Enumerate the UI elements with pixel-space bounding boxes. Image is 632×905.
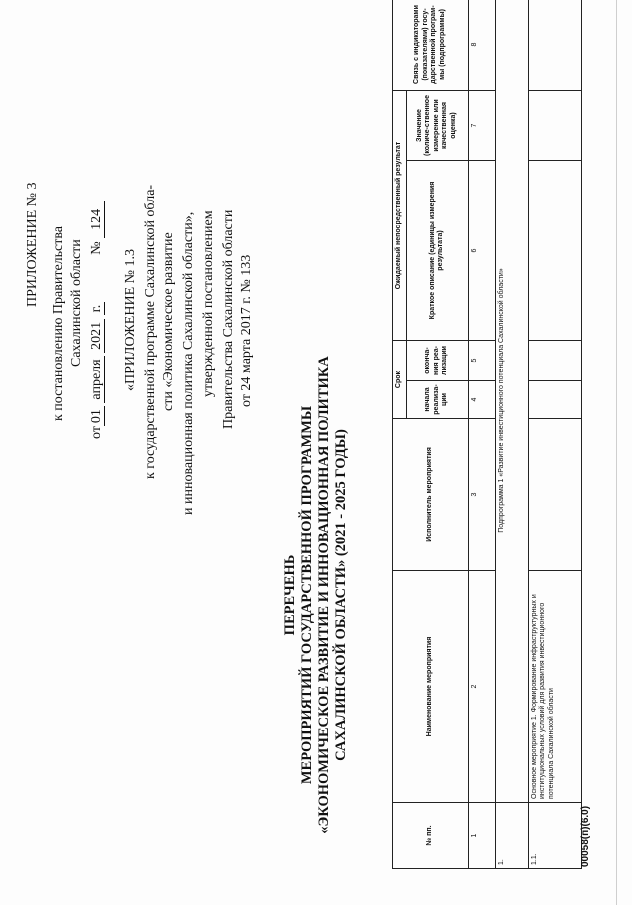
heading-line-2: МЕРОПРИЯТИЙ ГОСУДАРСТВЕННОЙ ПРОГРАММЫ: [299, 405, 315, 785]
subprogram-title: Подпрограмма 1 «Развитие инвестиционного потенциала Сахалинской области»: [495, 0, 528, 803]
column-number: 6: [468, 161, 495, 341]
ref-line-2: сти «Экономическое развитие: [161, 232, 176, 411]
row-start: [528, 381, 581, 419]
row-value: [528, 91, 581, 161]
subprogram-num: 1.: [495, 803, 528, 869]
row-link: [528, 0, 581, 91]
column-number: 4: [468, 381, 495, 419]
header-result-value: Значение (количе-ственное измерение или качественная оценка): [406, 91, 468, 161]
number-label: №: [89, 241, 104, 255]
header-name: Наименование мероприятия: [393, 571, 469, 803]
ref-line-3: и инновационная политика Сахалинской области»,: [181, 211, 196, 515]
column-number: 1: [468, 803, 495, 869]
row-name: Основное мероприятие 1. Формирование инфраструктурных и институциональных условий для развития инвестиционного потенциала Сахалинской области: [528, 571, 581, 803]
scan-edge-line: [616, 0, 617, 905]
header-term-start: начала реализа-ции: [406, 381, 468, 419]
header-term: Срок: [393, 341, 407, 419]
date-prefix: от: [89, 426, 104, 439]
header-executor: Исполнитель мероприятия: [393, 419, 469, 571]
header-result: Ожидаемый непосредственный результат: [393, 91, 407, 341]
row-num: 1.1.: [528, 803, 581, 869]
ref-line-6: от 24 марта 2017 г. № 133: [239, 254, 254, 407]
column-number: 3: [468, 419, 495, 571]
date-day: 01: [89, 406, 105, 426]
header-term-end: оконча-ния реа-лизации: [406, 341, 468, 381]
number-value: 124: [89, 201, 105, 238]
date-month: апреля: [89, 356, 105, 402]
date-year: 2021: [89, 319, 105, 353]
row-executor: [528, 419, 581, 571]
column-number: 8: [468, 0, 495, 91]
ref-line-5: Правительства Сахалинской области: [221, 209, 236, 429]
appendix-date-line: [88, 201, 106, 439]
header-num: № пп.: [393, 803, 469, 869]
row-desc: [528, 161, 581, 341]
measures-table: [392, 0, 582, 869]
subprogram-row: [495, 0, 528, 869]
appendix-line-2: Сахалинской области: [69, 239, 84, 367]
appendix-title: ПРИЛОЖЕНИЕ № 3: [25, 182, 40, 307]
column-number-row: [468, 0, 495, 869]
column-number: 2: [468, 571, 495, 803]
date-suffix: г.: [89, 302, 105, 316]
column-number: 7: [468, 91, 495, 161]
row-end: [528, 341, 581, 381]
header-link: Связь с индикаторами (показателями) госу-дарственной програм-мы (подпрограммы): [393, 0, 469, 91]
heading-line-3: «ЭКОНОМИЧЕСКОЕ РАЗВИТИЕ И ИННОВАЦИОННАЯ ПОЛИТИКА: [316, 356, 332, 834]
column-number: 5: [468, 341, 495, 381]
ref-line-1: к государственной программе Сахалинской обла-: [143, 184, 158, 479]
heading-line-1: ПЕРЕЧЕНЬ: [282, 554, 298, 636]
appendix-line-1: к постановлению Правительства: [51, 225, 66, 421]
header-result-desc: Краткое описание (единицы измерения результата): [406, 161, 468, 341]
table-row: [528, 0, 581, 869]
heading-line-4: САХАЛИНСКОЙ ОБЛАСТИ» (2021 - 2025 ГОДЫ): [333, 429, 349, 761]
document-heading: [282, 355, 350, 835]
ref-line-4: утвержденной постановлением: [201, 210, 216, 397]
ref-title: «ПРИЛОЖЕНИЕ № 1.3: [123, 249, 138, 391]
document-code: 00058(п)(6.0): [580, 805, 591, 867]
